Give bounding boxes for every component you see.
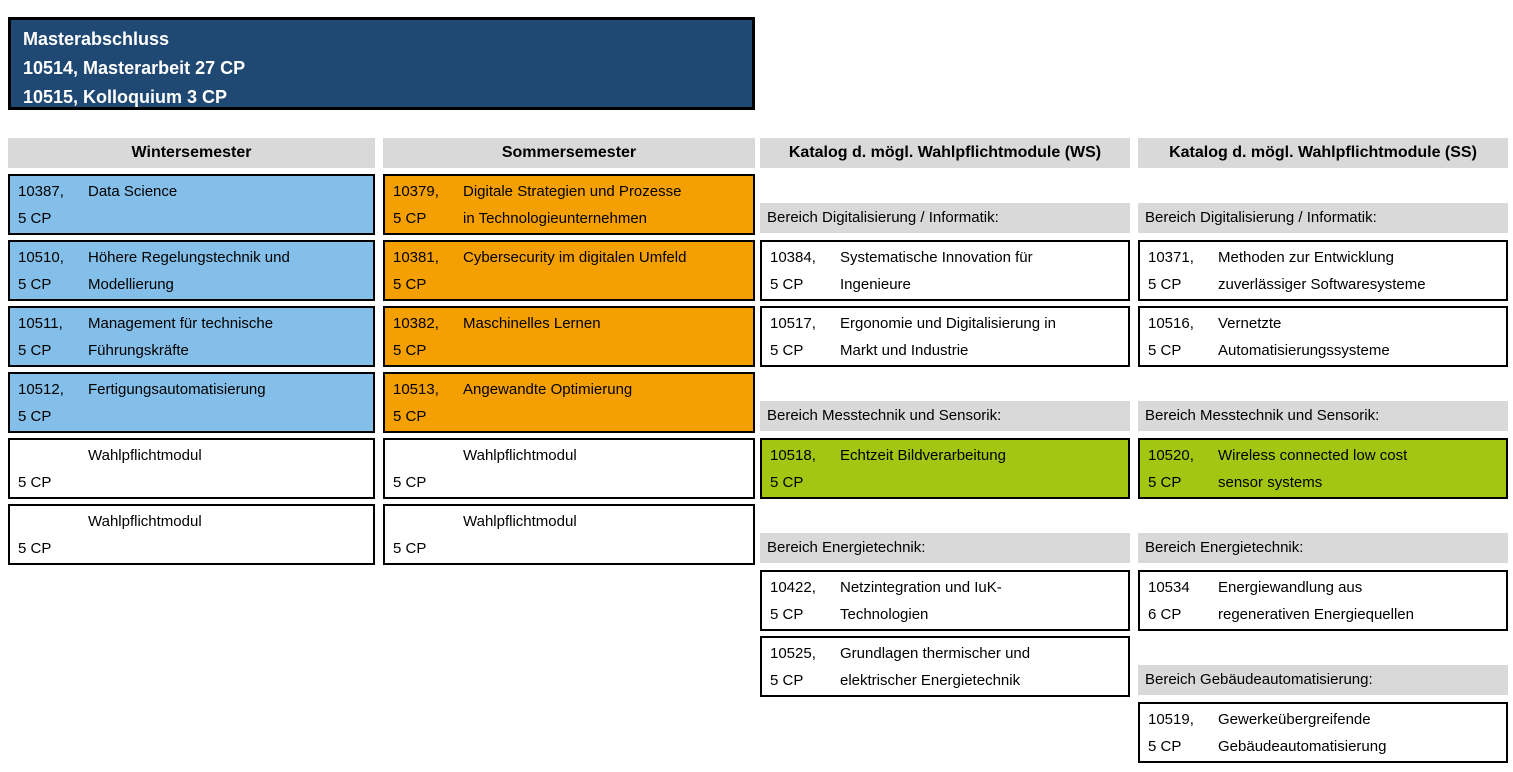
module-code: 10513, [393, 381, 439, 398]
module-title-line1: Energiewandlung aus [1218, 579, 1363, 596]
module-title-line1: Maschinelles Lernen [463, 315, 601, 332]
module-title-line1: Wahlpflichtmodul [88, 513, 202, 530]
section-label: Bereich Gebäudeautomatisierung: [1138, 665, 1508, 695]
module-code: 10510, [18, 249, 64, 266]
column-katalog-ws [760, 0, 1130, 772]
module-credits: 5 CP [18, 210, 52, 227]
module-title-line1: Wireless connected low cost [1218, 447, 1408, 464]
module-code [393, 510, 463, 537]
module-title-line1: Data Science [88, 183, 178, 200]
module-credits: 5 CP [18, 342, 52, 359]
module-box [1138, 306, 1508, 367]
elective-module-box [8, 504, 375, 565]
module-title-line2: Modellierung [88, 276, 174, 293]
module-code [393, 444, 463, 471]
module-box [760, 636, 1130, 697]
module-title-line2 [463, 405, 749, 432]
module-box [760, 306, 1130, 367]
module-credits: 5 CP [393, 408, 427, 425]
module-code: 10371, [1148, 249, 1194, 266]
module-title-line2: Automatisierungssysteme [1218, 342, 1390, 359]
module-box [383, 306, 755, 367]
elective-module-box [383, 504, 755, 565]
module-credits: 5 CP [770, 672, 804, 689]
column-katalog-ss [1138, 0, 1508, 772]
section-label: Bereich Energietechnik: [1138, 533, 1508, 563]
module-credits: 5 CP [1148, 474, 1182, 491]
section-label: Bereich Energietechnik: [760, 533, 1130, 563]
module-credits: 5 CP [393, 276, 427, 293]
module-code [18, 510, 88, 537]
module-box [383, 240, 755, 301]
column-header-katalog-ss: Katalog d. mögl. Wahlpflichtmodule (SS) [1138, 138, 1508, 168]
module-code: 10518, [770, 447, 816, 464]
module-credits: 5 CP [1148, 276, 1182, 293]
module-credits: 5 CP [1148, 738, 1182, 755]
column-sommersemester [383, 0, 755, 772]
module-title-line2: sensor systems [1218, 474, 1323, 491]
module-code: 10534 [1148, 579, 1190, 596]
section-label: Bereich Messtechnik und Sensorik: [1138, 401, 1508, 431]
section-label: Bereich Digitalisierung / Informatik: [760, 203, 1130, 233]
section-label: Bereich Messtechnik und Sensorik: [760, 401, 1130, 431]
module-credits: 5 CP [393, 210, 427, 227]
module-box [8, 306, 375, 367]
module-box [1138, 438, 1508, 499]
module-code: 10516, [1148, 315, 1194, 332]
module-title-line1: Netzintegration und IuK- [840, 579, 1002, 596]
module-box [383, 174, 755, 235]
module-credits: 6 CP [1148, 606, 1182, 623]
module-title-line1: Wahlpflichtmodul [463, 447, 577, 464]
module-title-line2: regenerativen Energiequellen [1218, 606, 1414, 623]
module-title-line2: Technologien [840, 606, 929, 623]
module-box [8, 372, 375, 433]
module-code: 10379, [393, 183, 439, 200]
module-title-line1: Höhere Regelungstechnik und [88, 249, 290, 266]
module-title-line2 [463, 339, 749, 366]
column-wintersemester [8, 0, 375, 772]
module-title-line1: Grundlagen thermischer und [840, 645, 1031, 662]
module-title-line2: elektrischer Energietechnik [840, 672, 1021, 689]
module-title-line2: Führungskräfte [88, 342, 189, 359]
module-title-line2: zuverlässiger Softwaresysteme [1218, 276, 1426, 293]
module-title-line1: Methoden zur Entwicklung [1218, 249, 1394, 266]
module-credits: 5 CP [1148, 342, 1182, 359]
module-title-line1: Wahlpflichtmodul [88, 447, 202, 464]
module-code: 10520, [1148, 447, 1194, 464]
module-title-line1: Echtzeit Bildverarbeitung [840, 447, 1006, 464]
module-code [18, 444, 88, 471]
module-code: 10517, [770, 315, 816, 332]
module-credits: 5 CP [770, 474, 804, 491]
module-title-line2 [88, 207, 369, 234]
module-title-line1: Wahlpflichtmodul [463, 513, 577, 530]
module-credits: 5 CP [393, 342, 427, 359]
module-title-line2: Gebäudeautomatisierung [1218, 738, 1387, 755]
module-box [1138, 570, 1508, 631]
master-title: Masterabschluss [23, 29, 170, 49]
module-code: 10422, [770, 579, 816, 596]
module-credits: 5 CP [393, 474, 427, 491]
module-box [760, 570, 1130, 631]
column-header-wintersemester: Wintersemester [8, 138, 375, 168]
master-colloquium-line: 10515, Kolloquium 3 CP [23, 87, 228, 107]
module-title-line1: Cybersecurity im digitalen Umfeld [463, 249, 687, 266]
module-code: 10525, [770, 645, 816, 662]
module-credits: 5 CP [770, 342, 804, 359]
module-title-line1: Gewerkeübergreifende [1218, 711, 1371, 728]
module-credits: 5 CP [770, 606, 804, 623]
elective-module-box [383, 438, 755, 499]
module-box [383, 372, 755, 433]
module-title-line1: Angewandte Optimierung [463, 381, 633, 398]
module-code: 10381, [393, 249, 439, 266]
module-box [8, 174, 375, 235]
module-title-line2 [463, 537, 749, 564]
module-credits: 5 CP [393, 540, 427, 557]
module-title-line2 [88, 405, 369, 432]
module-title-line1: Ergonomie und Digitalisierung in [840, 315, 1056, 332]
module-credits: 5 CP [18, 276, 52, 293]
module-credits: 5 CP [18, 474, 52, 491]
module-box [760, 438, 1130, 499]
module-title-line1: Digitale Strategien und Prozesse [463, 183, 682, 200]
column-header-katalog-ws: Katalog d. mögl. Wahlpflichtmodule (WS) [760, 138, 1130, 168]
module-title-line2 [88, 471, 369, 498]
module-code: 10511, [18, 315, 63, 332]
module-credits: 5 CP [18, 540, 52, 557]
module-title-line1: Management für technische [88, 315, 274, 332]
module-title-line1: Fertigungsautomatisierung [88, 381, 266, 398]
module-box [1138, 240, 1508, 301]
module-title-line2 [88, 537, 369, 564]
column-header-sommersemester: Sommersemester [383, 138, 755, 168]
module-title-line2 [463, 273, 749, 300]
module-box [1138, 702, 1508, 763]
module-title-line2: Ingenieure [840, 276, 911, 293]
section-label: Bereich Digitalisierung / Informatik: [1138, 203, 1508, 233]
module-title-line2: in Technologieunternehmen [463, 210, 648, 227]
module-code: 10384, [770, 249, 816, 266]
module-box [8, 240, 375, 301]
module-code: 10387, [18, 183, 64, 200]
module-credits: 5 CP [770, 276, 804, 293]
module-code: 10382, [393, 315, 439, 332]
module-title-line2 [463, 471, 749, 498]
module-code: 10519, [1148, 711, 1194, 728]
module-title-line2 [840, 471, 1124, 498]
master-thesis-line: 10514, Masterarbeit 27 CP [23, 58, 246, 78]
module-credits: 5 CP [18, 408, 52, 425]
module-title-line1: Systematische Innovation für [840, 249, 1033, 266]
module-title-line1: Vernetzte [1218, 315, 1282, 332]
elective-module-box [8, 438, 375, 499]
module-title-line2: Markt und Industrie [840, 342, 969, 359]
module-box [760, 240, 1130, 301]
module-code: 10512, [18, 381, 64, 398]
